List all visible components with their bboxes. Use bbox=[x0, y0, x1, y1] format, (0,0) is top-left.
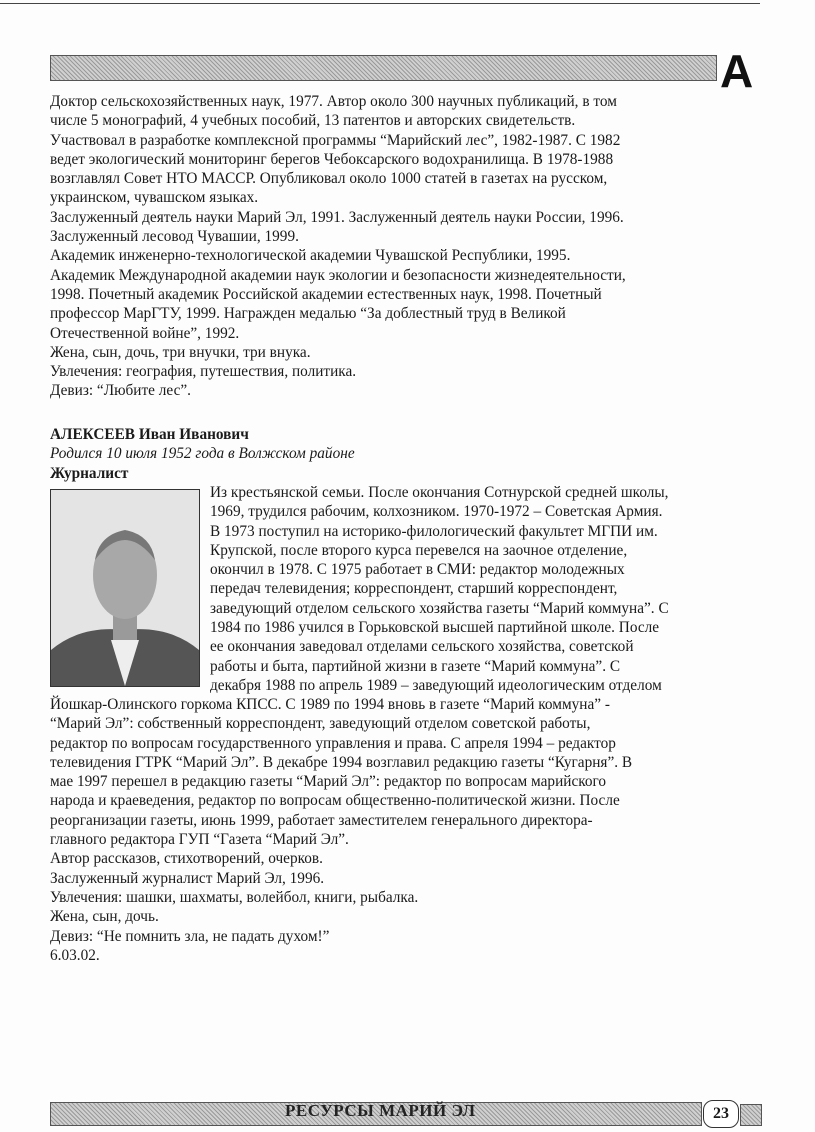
text-line: Академик инженерно-технологической академии Чувашской Республики, 1995. bbox=[50, 247, 571, 265]
text-line: Увлечения: шашки, шахматы, волейбол, книги, рыбалка. bbox=[50, 888, 419, 906]
text-line: реорганизации газеты, июнь 1999, работает заместителем генерального директора- bbox=[50, 811, 593, 829]
profession: Журналист bbox=[50, 464, 129, 482]
text-line: Заслуженный журналист Марий Эл, 1996. bbox=[50, 869, 325, 887]
text-line: В 1973 поступил на историко-филологический факультет МГПИ им. bbox=[210, 522, 658, 540]
text-line: числе 5 монографий, 4 учебных пособий, 13 патентов и авторских свидетельств. bbox=[50, 112, 576, 130]
text-line: Заслуженный деятель науки Марий Эл, 1991. Заслуженный деятель науки России, 1996. bbox=[50, 208, 624, 226]
text-line: работы и быта, партийной жизни в газете “Марий коммуна”. С bbox=[210, 657, 621, 675]
text-line: декабря 1988 по апрель 1989 – заведующий идеологическим отделом bbox=[210, 676, 662, 694]
text-line: 1984 по 1986 учился в Горьковской высшей партийной школе. После bbox=[210, 619, 660, 637]
header-bar bbox=[50, 55, 717, 81]
text-line: Отечественной войне”, 1992. bbox=[50, 324, 240, 342]
entry2-text bbox=[50, 695, 632, 965]
text-line: Девиз: “Не помнить зла, не падать духом!” bbox=[50, 927, 330, 945]
text-line: 6.03.02. bbox=[50, 946, 100, 964]
text-line: народа и краеведения, редактор по вопросам общественно-политической жизни. После bbox=[50, 792, 620, 810]
text-line: “Марий Эл”: собственный корреспондент, заведующий отделом советской работы, bbox=[50, 715, 591, 733]
text-line: 1969, трудился рабочим, колхозником. 1970-1972 – Советская Армия. bbox=[210, 503, 663, 521]
entry2-side-text bbox=[210, 483, 669, 695]
text-line: украинском, чувашском языках. bbox=[50, 189, 259, 207]
entry2-heading bbox=[50, 425, 355, 483]
text-line: Увлечения: география, путешествия, политика. bbox=[50, 363, 357, 381]
text-line: телевидения ГТРК “Марий Эл”. В декабре 1994 возглавил редакцию газеты “Кугарня”. В bbox=[50, 753, 633, 771]
text-line: передач телевидения; корреспондент, старший корреспондент, bbox=[210, 580, 618, 598]
text-line: ведет экологический мониторинг берегов Чебоксарского водохранилища. В 1978-1988 bbox=[50, 150, 614, 168]
text-line: Доктор сельскохозяйственных наук, 1977. Автор около 300 научных публикаций, в том bbox=[50, 93, 617, 110]
text-line: 1998. Почетный академик Российской академии естественных наук, 1998. Почетный bbox=[50, 285, 602, 303]
text-line: Автор рассказов, стихотворений, очерков. bbox=[50, 850, 323, 868]
text-line: профессор МарГТУ, 1999. Награжден медалью “За доблестный труд в Великой bbox=[50, 305, 566, 323]
text-line: Жена, сын, дочь, три внучки, три внука. bbox=[50, 343, 311, 361]
text-line: Жена, сын, дочь. bbox=[50, 908, 159, 926]
text-line: редактор по вопросам государственного управления и права. С апреля 1994 – редактор bbox=[50, 734, 616, 752]
text-line: Участвовал в разработке комплексной программы “Марийский лес”, 1982-1987. С 1982 bbox=[50, 131, 621, 149]
text-line: возглавлял Совет НТО МАССР. Опубликовал около 1000 статей в газетах на русском, bbox=[50, 170, 608, 188]
text-line: Академик Международной академии наук экологии и безопасности жизнедеятельности, bbox=[50, 266, 626, 284]
text-line: окончил в 1978. С 1975 работает в СМИ: редактор молодежных bbox=[210, 561, 625, 579]
portrait-photo bbox=[50, 489, 200, 687]
text-line: Крупской, после второго курса перевелся на заочное отделение, bbox=[210, 541, 628, 559]
footer-bar-end bbox=[740, 1104, 762, 1126]
entry1-text bbox=[50, 92, 626, 401]
text-line: Йошкар-Олинского горкома КПСС. С 1989 по 1994 вновь в газете “Марий коммуна” - bbox=[50, 696, 610, 713]
text-line: мае 1997 перешел в редакцию газеты “Марий Эл”: редактор по вопросам марийского bbox=[50, 773, 607, 791]
text-line: ее окончания заведовал отделами сельского хозяйства, советской bbox=[210, 638, 634, 656]
text-line: Из крестьянской семьи. После окончания Сотнурской средней школы, bbox=[210, 484, 669, 501]
page-number: 23 bbox=[703, 1100, 739, 1128]
section-letter: А bbox=[720, 45, 754, 97]
text-line: заведующий отделом сельского хозяйства газеты “Марий коммуна”. С bbox=[210, 599, 669, 617]
text-line: Заслуженный лесовод Чувашии, 1999. bbox=[50, 228, 299, 246]
footer-title: РЕСУРСЫ МАРИЙ ЭЛ bbox=[285, 1101, 476, 1120]
person-name: АЛЕКСЕЕВ Иван Иванович bbox=[50, 426, 249, 443]
birth-info: Родился 10 июля 1952 года в Волжском районе bbox=[50, 445, 355, 463]
text-line: Девиз: “Любите лес”. bbox=[50, 382, 192, 400]
text-line: главного редактора ГУП “Газета “Марий Эл”. bbox=[50, 831, 349, 849]
top-rule bbox=[0, 3, 760, 4]
